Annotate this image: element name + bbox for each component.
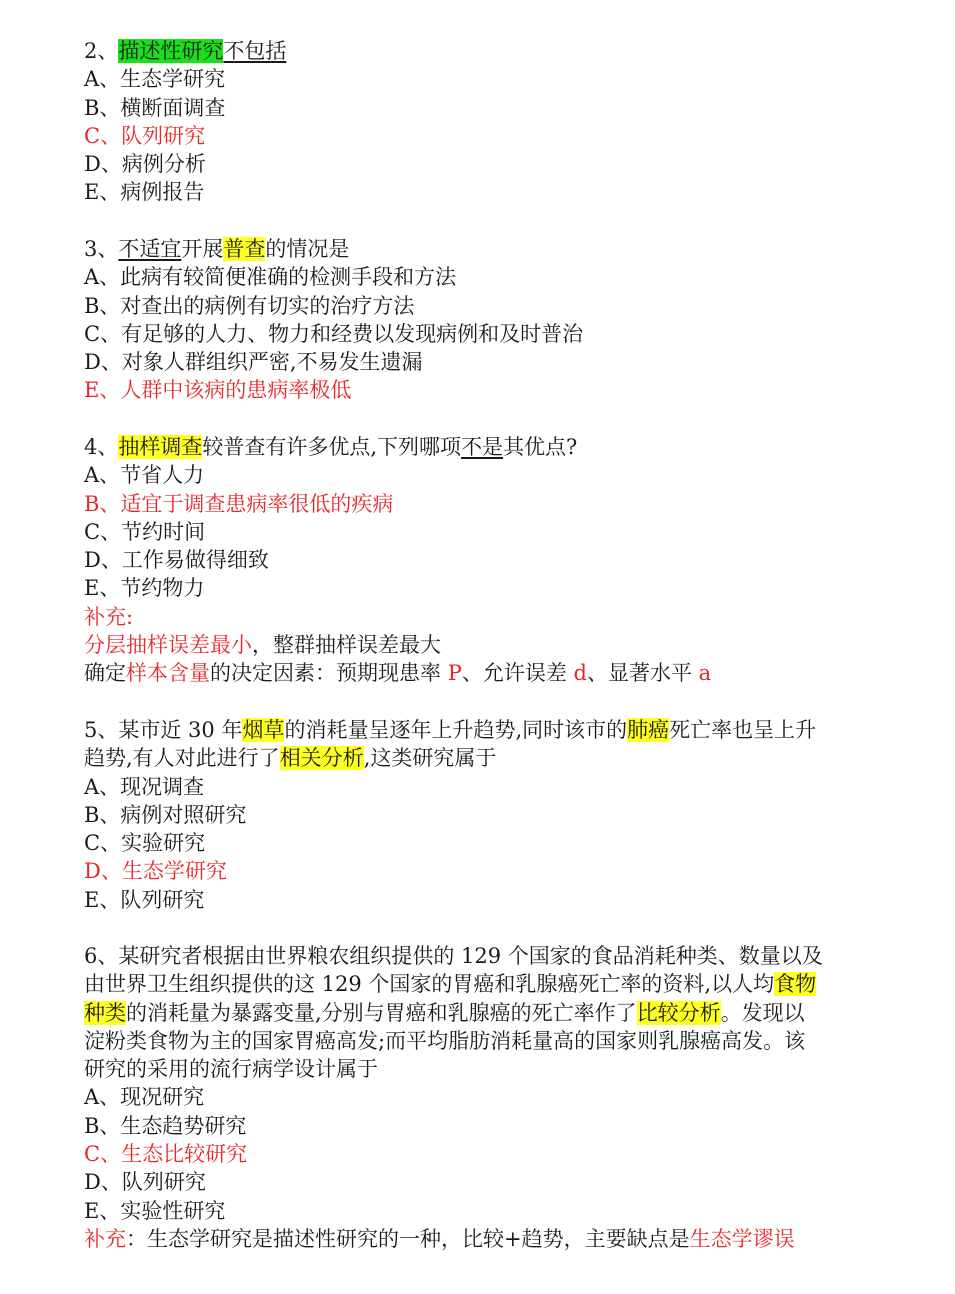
option-d: D、对象人群组织严密,不易发生遗漏 [84,350,423,375]
option-e: E、病例报告 [84,180,205,205]
option-a: A、现况调查 [84,774,205,799]
question-6-stem-line-4: 淀粉类食物为主的国家胃癌高发;而平均脂肪消耗量高的国家则乳腺癌高发。该 [84,1028,806,1053]
stem-text: 的情况是 [265,237,350,261]
highlight-yellow: 种类 [84,1000,126,1025]
option-a: A、节省人力 [84,463,205,488]
question-6 [84,942,864,1253]
option-e: E、队列研究 [84,887,205,912]
question-3-stem [84,235,864,263]
note-text: 的决定因素：预期现患率 [210,661,448,686]
option-c-answer: C、队列研究 [84,123,206,148]
stem-text: 死亡率也呈上升 [669,718,817,742]
option-b: B、病例对照研究 [84,802,247,827]
option-c: C、节约时间 [84,519,206,544]
underlined-text: 不是 [461,435,504,459]
underlined-text: 不包括 [223,39,287,63]
option-d: D、工作易做得细致 [84,548,269,573]
stem-text: 某市近 30 年 [118,718,243,742]
question-6-stem-line-3 [84,999,864,1027]
supplement-line-1 [84,631,864,659]
option-e-answer: E、人群中该病的患病率极低 [84,378,352,403]
question-2 [84,37,864,207]
stem-text: 较普查有许多优点,下列哪项 [202,435,462,459]
red-text: 样本含量 [126,661,210,686]
red-text: 生态学谬误 [689,1226,795,1251]
option-d: D、队列研究 [84,1170,206,1195]
question-4 [84,433,864,688]
option-e: E、节约物力 [84,576,205,601]
note-text: 确定 [84,661,126,686]
red-text: a [698,661,712,686]
option-d-answer: D、生态学研究 [84,859,227,884]
highlight-yellow: 普查 [223,237,266,261]
option-d: D、病例分析 [84,152,206,177]
option-a: A、生态学研究 [84,67,226,92]
question-number: 2、 [84,39,119,63]
note-text: 、允许误差 [461,661,574,686]
question-3 [84,235,864,405]
stem-text: 的消耗量呈逐年上升趋势,同时该市的 [284,718,628,742]
stem-text: 由世界卫生组织提供的这 129 个国家的胃癌和乳腺癌死亡率的资料,以人均 [84,972,775,997]
question-5 [84,716,864,914]
question-number: 3、 [84,237,119,261]
question-6-stem-line-2 [84,970,864,998]
option-a: A、此病有较简便准确的检测手段和方法 [84,265,457,290]
question-number: 4、 [84,435,119,459]
option-a: A、现况研究 [84,1085,205,1110]
option-b: B、生态趋势研究 [84,1113,247,1138]
red-text: P [447,661,462,686]
highlight-yellow: 相关分析 [279,746,364,771]
note-text: 、显著水平 [586,661,699,686]
supplement-line-2 [84,659,864,687]
highlight-yellow: 烟草 [242,718,285,742]
highlight-green: 描述性研究 [118,39,224,63]
note-text: ，整群抽样误差最大 [252,633,441,658]
highlight-yellow: 食物 [774,972,817,997]
stem-text: 趋势,有人对此进行了 [84,746,280,771]
stem-text: 。发现以 [720,1000,805,1025]
highlight-yellow: 肺癌 [627,718,670,742]
supplement-label: 补充 [84,1226,126,1251]
highlight-yellow: 比较分析 [636,1000,721,1025]
question-6-stem-line-1: 6、某研究者根据由世界粮农组织提供的 129 个国家的食品消耗种类、数量以及 [84,944,823,968]
stem-text: 的消耗量为暴露变量,分别与胃癌和乳腺癌的死亡率作了 [126,1000,637,1025]
option-c-answer: C、生态比较研究 [84,1142,248,1167]
question-5-stem-line-1 [84,716,864,744]
option-b-answer: B、适宜于调查患病率很低的疾病 [84,491,394,516]
supplement-label: 补充: [84,604,134,629]
red-text: 分层抽样误差最小 [84,633,252,658]
question-6-stem-line-5: 研究的采用的流行病学设计属于 [84,1057,378,1082]
question-2-stem [84,37,864,65]
red-text: d [573,661,587,686]
question-4-stem [84,433,864,461]
option-c: C、实验研究 [84,831,206,856]
stem-text: 其优点? [503,435,578,459]
stem-text: 开展 [181,237,224,261]
highlight-yellow: 抽样调查 [118,435,203,459]
option-b: B、横断面调查 [84,95,226,120]
note-text: ：生态学研究是描述性研究的一种，比较+趋势，主要缺点是 [126,1226,690,1251]
supplement-line [84,1225,864,1253]
underlined-text: 不适宜 [118,237,182,261]
option-b: B、对查出的病例有切实的治疗方法 [84,293,415,318]
option-e: E、实验性研究 [84,1198,226,1223]
question-5-stem-line-2 [84,744,864,772]
option-c: C、有足够的人力、物力和经费以发现病例和及时普治 [84,321,584,346]
stem-text: ,这类研究属于 [363,746,497,771]
question-number: 5、 [84,718,119,742]
